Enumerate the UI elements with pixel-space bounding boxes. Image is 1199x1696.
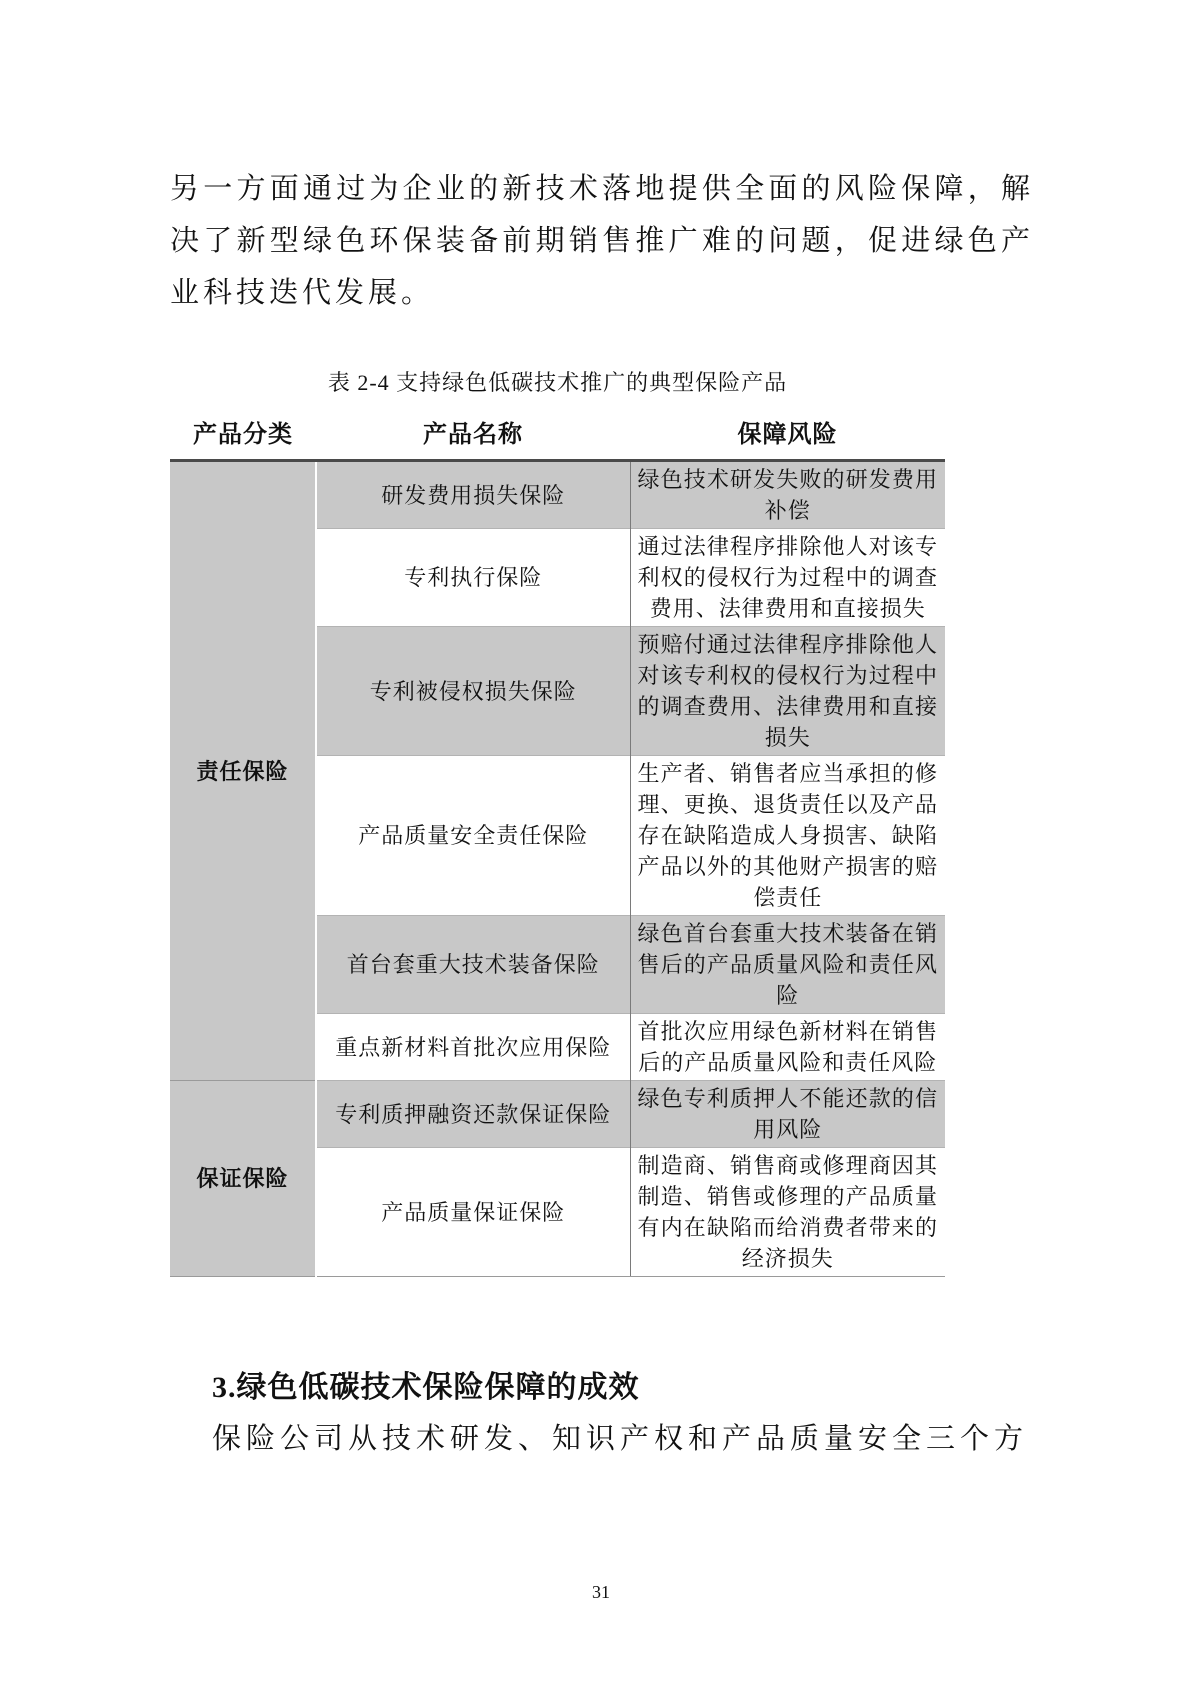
product-name-cell: 研发费用损失保险 [316, 461, 630, 529]
column-header-category: 产品分类 [170, 402, 316, 461]
risk-cell: 绿色技术研发失败的研发费用补偿 [630, 461, 945, 529]
intro-paragraph: 另一方面通过为企业的新技术落地提供全面的风险保障，解决了新型绿色环保装备前期销售推广难的问题，促进绿色产业科技迭代发展。 [170, 173, 1034, 309]
product-name-cell: 首台套重大技术装备保险 [316, 916, 630, 1014]
product-name-cell: 产品质量安全责任保险 [316, 756, 630, 916]
risk-cell: 绿色专利质押人不能还款的信用风险 [630, 1081, 945, 1148]
insurance-table-body [170, 461, 945, 1277]
product-name-cell: 产品质量保证保险 [316, 1148, 630, 1277]
insurance-products-table [170, 402, 945, 1277]
product-name-cell: 专利被侵权损失保险 [316, 627, 630, 756]
table-header-row [170, 402, 945, 461]
page-number: 31 [592, 1582, 610, 1602]
risk-cell: 生产者、销售者应当承担的修理、更换、退货责任以及产品存在缺陷造成人身损害、缺陷产品以外的其他财产损害的赔偿责任 [630, 756, 945, 916]
risk-cell: 预赔付通过法律程序排除他人对该专利权的侵权行为过程中的调查费用、法律费用和直接损失 [630, 627, 945, 756]
risk-cell: 制造商、销售商或修理商因其制造、销售或修理的产品质量有内在缺陷而给消费者带来的经济损失 [630, 1148, 945, 1277]
table-row [170, 461, 945, 529]
product-name-cell: 专利执行保险 [316, 529, 630, 627]
risk-cell: 通过法律程序排除他人对该专利权的侵权行为过程中的调查费用、法律费用和直接损失 [630, 529, 945, 627]
risk-cell: 首批次应用绿色新材料在销售后的产品质量风险和责任风险 [630, 1014, 945, 1081]
column-header-product: 产品名称 [316, 402, 630, 461]
table-caption: 表 2-4 支持绿色低碳技术推广的典型保险产品 [327, 370, 788, 395]
product-name-cell: 专利质押融资还款保证保险 [316, 1081, 630, 1148]
risk-cell: 绿色首台套重大技术装备在销售后的产品质量风险和责任风险 [630, 916, 945, 1014]
column-header-risk: 保障风险 [630, 402, 945, 461]
product-name-cell: 重点新材料首批次应用保险 [316, 1014, 630, 1081]
table-row [170, 1081, 945, 1148]
category-cell: 责任保险 [170, 461, 316, 1081]
section-heading: 3.绿色低碳技术保险保障的成效 [212, 1371, 640, 1404]
body-paragraph: 保险公司从技术研发、知识产权和产品质量安全三个方 [212, 1423, 1029, 1455]
category-cell: 保证保险 [170, 1081, 316, 1277]
